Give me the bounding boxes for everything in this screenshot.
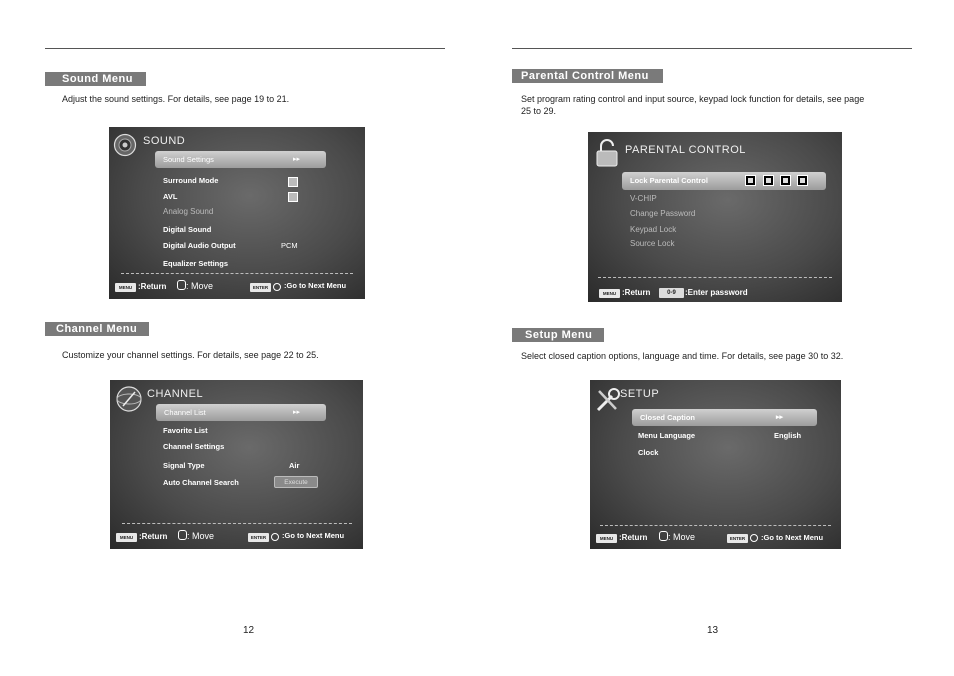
- closed-caption-label: Closed Caption: [640, 413, 696, 422]
- menu-language-value: English: [774, 431, 802, 440]
- menu-key: MENU: [599, 289, 620, 298]
- menu-item-channel-settings[interactable]: Channel Settings: [163, 442, 225, 451]
- menu-item-surround-mode[interactable]: Surround Mode: [163, 176, 219, 185]
- menu-item-source-lock[interactable]: Source Lock: [630, 239, 675, 248]
- next-menu-label: :Go to Next Menu: [761, 533, 824, 542]
- channel-section-title: Channel Menu: [45, 322, 149, 336]
- enter-key: ENTER: [248, 533, 269, 542]
- parental-description-line-1: Set program rating control and input source, keypad lock function for details, see page: [521, 94, 865, 104]
- top-rule-left: [45, 48, 445, 49]
- footer-divider: [122, 523, 352, 524]
- menu-item-menu-language[interactable]: Menu Language: [638, 431, 696, 440]
- page-number-right: 13: [707, 625, 719, 636]
- password-box-4[interactable]: [797, 175, 808, 186]
- page-number-left: 12: [243, 625, 255, 636]
- sound-description: Adjust the sound settings. For details, see page 19 to 21.: [62, 94, 290, 104]
- lock-parental-control-highlight[interactable]: [622, 172, 826, 190]
- return-label: :Return: [622, 288, 651, 297]
- parental-control-screen: [588, 132, 842, 302]
- sound-screen-title: SOUND: [143, 135, 186, 147]
- sound-settings-label: Sound Settings: [163, 155, 214, 164]
- speaker-icon: [113, 133, 137, 157]
- menu-key: MENU: [115, 283, 136, 292]
- parental-screen-title: PARENTAL CONTROL: [625, 144, 746, 156]
- setup-section-title: Setup Menu: [512, 328, 604, 342]
- channel-menu-screen: [110, 380, 363, 549]
- menu-key: MENU: [116, 533, 137, 542]
- closed-caption-highlight[interactable]: [632, 409, 817, 426]
- return-label: :Return: [139, 532, 168, 541]
- next-menu-label: :Go to Next Menu: [282, 531, 345, 540]
- tools-icon: [594, 386, 622, 414]
- password-box-2[interactable]: [763, 175, 774, 186]
- menu-item-analog-sound[interactable]: Analog Sound: [163, 207, 214, 216]
- parental-section-title: Parental Control Menu: [512, 69, 663, 83]
- menu-item-digital-audio-output[interactable]: Digital Audio Output: [163, 241, 236, 250]
- channel-list-highlight[interactable]: [156, 404, 326, 421]
- sound-section-title: Sound Menu: [45, 72, 146, 86]
- play-arrow-icon: [273, 283, 281, 291]
- menu-item-digital-sound[interactable]: Digital Sound: [163, 225, 212, 234]
- surround-mode-checkbox[interactable]: [288, 177, 298, 187]
- navigation-button-icon: [178, 530, 187, 540]
- footer-divider: [600, 525, 831, 526]
- move-label: : Move: [186, 281, 214, 291]
- menu-item-change-password[interactable]: Change Password: [630, 209, 696, 218]
- setup-screen-title: SETUP: [620, 388, 660, 400]
- menu-item-v-chip[interactable]: V-CHIP: [630, 194, 657, 203]
- play-arrow-icon: [271, 533, 279, 541]
- move-label: : Move: [187, 531, 215, 541]
- padlock-icon: [594, 138, 620, 168]
- menu-key: MENU: [596, 534, 617, 543]
- setup-description: Select closed caption options, language and time. For details, see page 30 to 32.: [521, 351, 844, 361]
- sound-settings-arrows: ▸▸: [292, 156, 300, 163]
- footer-divider: [121, 273, 353, 274]
- channel-list-label: Channel List: [164, 408, 206, 417]
- navigation-button-icon: [659, 531, 668, 541]
- play-arrow-icon: [750, 534, 758, 542]
- lock-parental-control-label: Lock Parental Control: [630, 176, 708, 185]
- channel-list-arrows: ▸▸: [292, 409, 300, 416]
- password-box-1[interactable]: [745, 175, 756, 186]
- menu-item-keypad-lock[interactable]: Keypad Lock: [630, 225, 677, 234]
- return-label: :Return: [619, 533, 648, 542]
- menu-item-clock[interactable]: Clock: [638, 448, 659, 457]
- menu-item-signal-type[interactable]: Signal Type: [163, 461, 205, 470]
- avl-checkbox[interactable]: [288, 192, 298, 202]
- satellite-dish-icon: [114, 384, 144, 414]
- signal-type-value: Air: [289, 461, 300, 470]
- footer-divider: [598, 277, 832, 278]
- channel-description: Customize your channel settings. For details, see page 22 to 25.: [62, 350, 319, 360]
- sound-menu-screen: [109, 127, 365, 299]
- move-label: : Move: [668, 532, 696, 542]
- menu-item-equalizer-settings[interactable]: Equalizer Settings: [163, 259, 229, 268]
- menu-item-favorite-list[interactable]: Favorite List: [163, 426, 208, 435]
- enter-key: ENTER: [727, 534, 748, 543]
- digital-audio-output-value: PCM: [281, 241, 298, 250]
- top-rule-right: [512, 48, 912, 49]
- sound-settings-highlight[interactable]: [155, 151, 326, 168]
- menu-item-auto-channel-search[interactable]: Auto Channel Search: [163, 478, 239, 487]
- enter-password-label: :Enter password: [685, 288, 748, 297]
- return-label: :Return: [138, 282, 167, 291]
- setup-menu-screen: [590, 380, 841, 549]
- enter-key: ENTER: [250, 283, 271, 292]
- closed-caption-arrows: ▸▸: [775, 414, 783, 421]
- parental-description-line-2: 25 to 29.: [521, 106, 557, 116]
- navigation-button-icon: [177, 280, 186, 290]
- digits-key: 0-9: [659, 288, 684, 298]
- password-box-3[interactable]: [780, 175, 791, 186]
- execute-button[interactable]: Execute: [274, 476, 318, 488]
- menu-item-avl[interactable]: AVL: [163, 192, 178, 201]
- next-menu-label: :Go to Next Menu: [284, 281, 347, 290]
- channel-screen-title: CHANNEL: [147, 388, 204, 400]
